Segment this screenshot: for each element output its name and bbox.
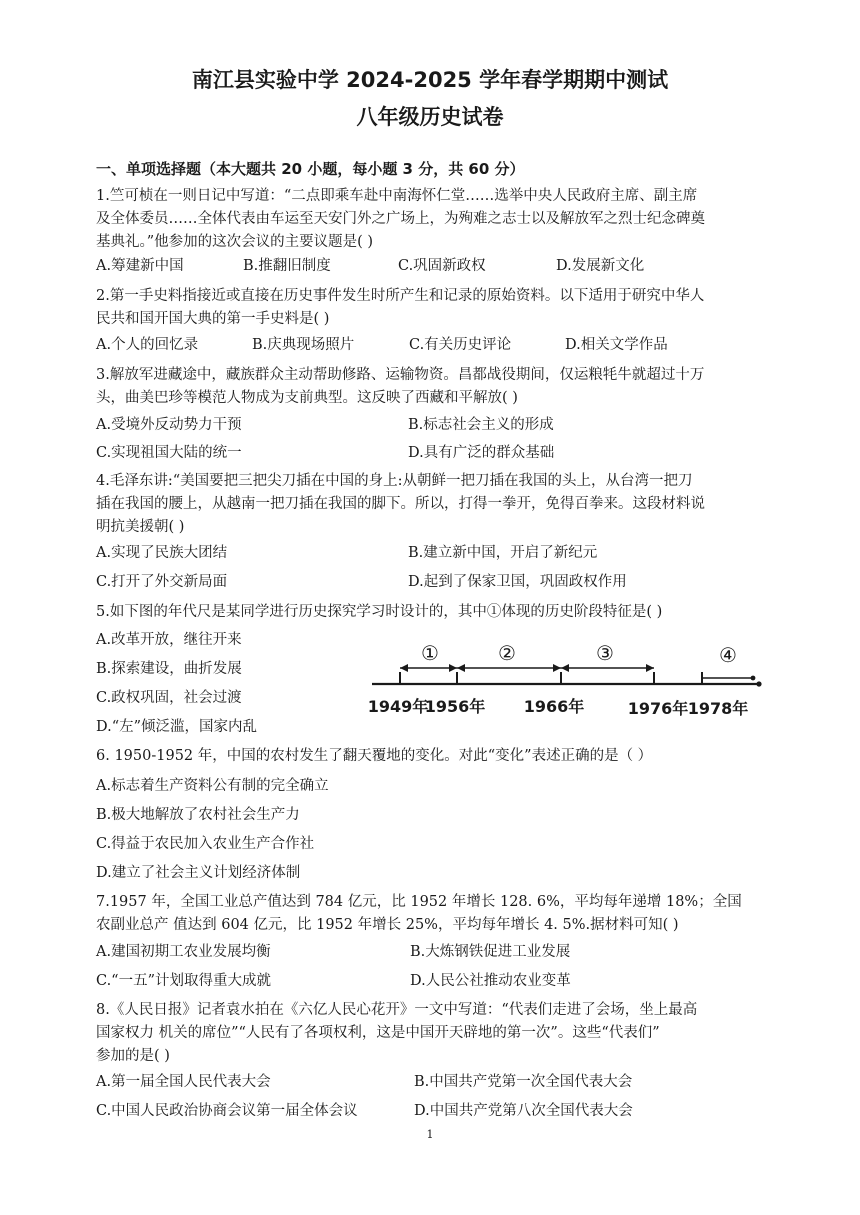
option-d[interactable]: D.建立了社会主义计划经济体制 <box>96 865 301 881</box>
option-a[interactable]: A.受境外反动势力干预 <box>96 417 242 433</box>
timeline-year-label: 1949年 <box>368 697 429 716</box>
timeline-segment-label: ② <box>498 641 516 665</box>
option-b[interactable]: B.建立新中国，开启了新纪元 <box>408 545 598 561</box>
section-heading: 一、单项选择题（本大题共 20 小题，每小题 3 分，共 60 分） <box>96 160 525 178</box>
option-c[interactable]: C.实现祖国大陆的统一 <box>96 445 242 461</box>
option-d[interactable]: D.中国共产党第八次全国代表大会 <box>414 1103 633 1119</box>
timeline-year-label: 1976年 <box>627 699 689 718</box>
option-d[interactable]: D.起到了保家卫国，巩固政权作用 <box>408 574 627 590</box>
option-b[interactable]: B.极大地解放了农村社会生产力 <box>96 807 300 823</box>
question-stem-line: 4.毛泽东讲:“美国要把三把尖刀插在中国的身上:从朝鲜一把刀插在我国的头上，从台湾一把刀 <box>96 473 693 489</box>
option-d[interactable]: D.人民公社推动农业变革 <box>410 973 571 989</box>
question-stem-line: 1.竺可桢在一则日记中写道：“二点即乘车赴中南海怀仁堂……选举中央人民政府主席、副主席 <box>96 188 698 204</box>
question-stem-line: 农副业总产 值达到 604 亿元，比 1952 年增长 25%，平均每年增长 4. 5%.据材料可知( ) <box>96 917 679 933</box>
option-c[interactable]: C.有关历史评论 <box>409 337 512 353</box>
page-number: 1 <box>426 1128 434 1141</box>
timeline-figure <box>368 632 768 724</box>
option-c[interactable]: C.“一五”计划取得重大成就 <box>96 973 272 989</box>
question-stem-line: 2.第一手史料指接近或直接在历史事件发生时所产生和记录的原始资料。以下适用于研究中华人 <box>96 288 705 304</box>
option-c[interactable]: C.政权巩固，社会过渡 <box>96 690 242 706</box>
timeline-segment-label: ③ <box>596 641 614 665</box>
question-stem-line: 民共和国开国大典的第一手史料是( ) <box>96 311 330 327</box>
option-a[interactable]: A.改革开放，继往开来 <box>96 632 242 648</box>
option-c[interactable]: C.得益于农民加入农业生产合作社 <box>96 836 315 852</box>
question-stem-line: 3.解放军进藏途中，藏族群众主动帮助修路、运输物资。昌都战役期间，仅运粮牦牛就超过十万 <box>96 367 705 383</box>
option-b[interactable]: B.中国共产党第一次全国代表大会 <box>414 1074 633 1090</box>
option-a[interactable]: A.实现了民族大团结 <box>96 545 228 561</box>
option-b[interactable]: B.庆典现场照片 <box>252 337 355 353</box>
question-stem-line: 及全体委员……全体代表由车运至天安门外之广场上，为殉难之志士以及解放军之烈士纪念碑奠 <box>96 211 705 227</box>
option-d[interactable]: D.发展新文化 <box>556 258 645 274</box>
option-d[interactable]: D.相关文学作品 <box>565 337 668 353</box>
timeline-year-label: 1978年 <box>687 699 749 718</box>
option-d[interactable]: D.“左”倾泛滥，国家内乱 <box>96 719 258 735</box>
question-stem-line: 5.如下图的年代尺是某同学进行历史探究学习时设计的，其中①体现的历史阶段特征是( ) <box>96 604 663 620</box>
exam-title: 南江县实验中学 2024-2025 学年春学期期中测试 <box>191 68 669 92</box>
option-b[interactable]: B.标志社会主义的形成 <box>408 417 554 433</box>
question-stem-line: 参加的是( ) <box>96 1048 170 1064</box>
question-stem-line: 国家权力 机关的席位”“人民有了各项权利，这是中国开天辟地的第一次”。这些“代表们” <box>96 1025 660 1041</box>
option-d[interactable]: D.具有广泛的群众基础 <box>408 445 555 461</box>
question-stem-line: 明抗美援朝( ) <box>96 519 185 535</box>
question-stem-line: 基典礼。”他参加的这次会议的主要议题是( ) <box>96 234 374 250</box>
option-c[interactable]: C.巩固新政权 <box>398 258 486 274</box>
option-c[interactable]: C.打开了外交新局面 <box>96 574 228 590</box>
timeline-year-label: 1966年 <box>523 697 585 716</box>
timeline-segment-label: ① <box>421 641 439 665</box>
option-b[interactable]: B.探索建设，曲折发展 <box>96 661 242 677</box>
option-a[interactable]: A.第一届全国人民代表大会 <box>96 1074 271 1090</box>
option-a[interactable]: A.个人的回忆录 <box>96 337 199 353</box>
option-a[interactable]: A.标志着生产资料公有制的完全确立 <box>96 778 329 794</box>
question-stem-line: 7.1957 年，全国工业总产值达到 784 亿元，比 1952 年增长 128. 6%，平均每年递增 18%；全国 <box>96 894 742 910</box>
timeline-segment-label: ④ <box>719 643 737 667</box>
question-stem-line: 头，曲美巴珍等模范人物成为支前典型。这反映了西藏和平解放( ) <box>96 390 518 406</box>
option-b[interactable]: B.大炼钢铁促进工业发展 <box>410 944 571 960</box>
timeline-year-label: 1956年 <box>424 697 486 716</box>
option-a[interactable]: A.筹建新中国 <box>96 258 184 274</box>
exam-subtitle: 八年级历史试卷 <box>356 105 504 129</box>
option-a[interactable]: A.建国初期工农业发展均衡 <box>96 944 271 960</box>
option-c[interactable]: C.中国人民政治协商会议第一届全体会议 <box>96 1103 358 1119</box>
option-b[interactable]: B.推翻旧制度 <box>243 258 331 274</box>
question-stem-line: 8.《人民日报》记者袁水拍在《六亿人民心花开》一文中写道：“代表们走进了会场，坐上最高 <box>96 1002 698 1018</box>
question-stem-line: 6. 1950-1952 年，中国的农村发生了翻天覆地的变化。对此“变化”表述正确的是（ ） <box>96 748 653 764</box>
question-stem-line: 插在我国的腰上，从越南一把刀插在我国的脚下。所以，打得一拳开，免得百拳来。这段材料说 <box>96 496 705 512</box>
